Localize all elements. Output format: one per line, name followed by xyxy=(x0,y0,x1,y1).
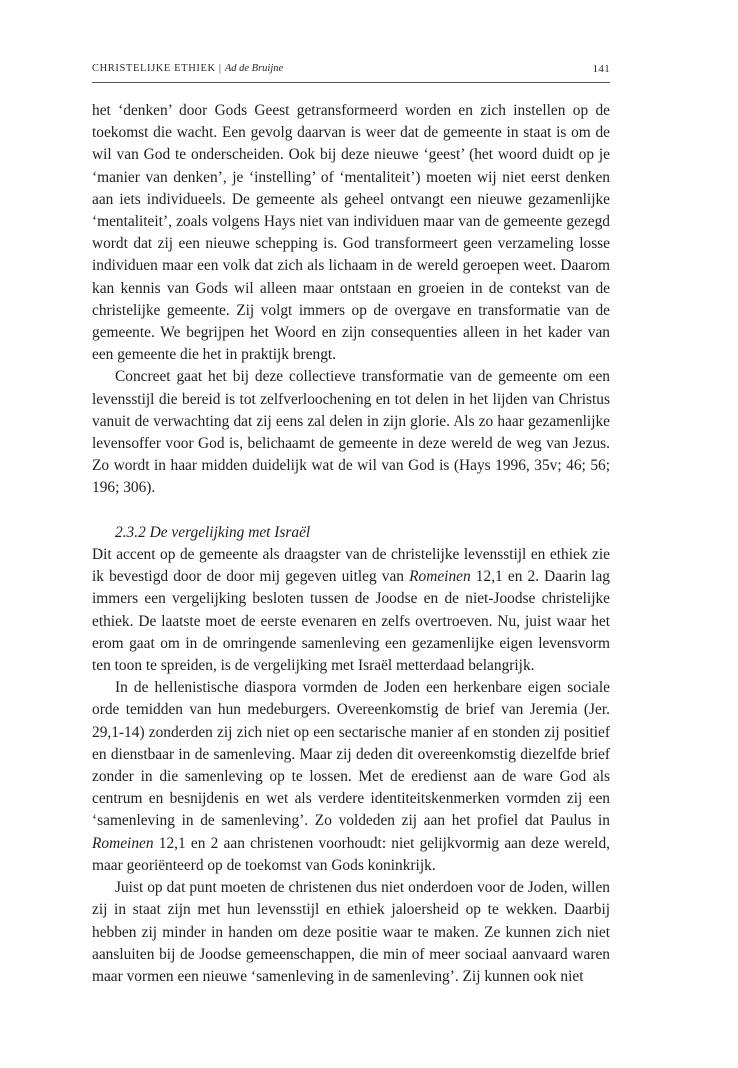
running-author: Ad de Bruijne xyxy=(224,63,284,74)
paragraph-4-text-a: In de hellenistische diaspora vormden de Joden een herkenbare eigen sociale orde temidden van hun medeburgers. Overeenkomstig de brief van Jeremia (Jer. 29,1-14) zonderden zij zich niet op een sectarische manier af en stonden zij positief en dienstbaar in de samenleving. Maar zij deden dit overeenkomstig diezelfde brief zonder in die samenleving op te lossen. Met de eredienst aan de ware God als centrum en besnijdenis en wet als verdere identiteitskenmerken vormden zij een ‘samenleving in de samenleving’. Zo voldeden zij aan het profiel dat Paulus in xyxy=(92,679,610,830)
scripture-reference: Romeinen xyxy=(92,834,154,852)
running-header xyxy=(92,63,610,79)
paragraph-3-text-a: Dit accent op de gemeente als draagster van de christelijke levensstijl en ethiek zie ik bevestigd door de door mij gegeven uitleg van xyxy=(92,546,610,586)
paragraph-3 xyxy=(92,544,610,677)
paragraph-4-text-b: 12,1 en 2 aan christenen voorhoudt: niet gelijkvormig aan deze wereld, maar georiënteerd op de toekomst van Gods koninkrijk. xyxy=(92,834,610,874)
running-title-text: CHRISTELIJKE ETHIEK | xyxy=(92,63,225,74)
page-number: 141 xyxy=(592,63,610,75)
body-text xyxy=(92,100,610,988)
scripture-reference: Romeinen xyxy=(409,568,471,586)
header-rule xyxy=(92,82,610,83)
running-title xyxy=(92,63,283,74)
paragraph-2: Concreet gaat het bij deze collectieve transformatie van de gemeente om een levensstijl die bereid is tot zelfverloochening en tot delen in het lijden van Christus vanuit de verwachting dat zij eens zal delen in zijn glorie. Als zo haar gezamenlijke levensoffer voor God is, belichaamt de gemeente in deze wereld de weg van Jezus. Zo wordt in haar midden duidelijk wat de wil van God is (Hays 1996, 35v; 46; 56; 196; 306). xyxy=(92,368,610,497)
paragraph-1: het ‘denken’ door Gods Geest getransformeerd worden en zich instellen op de toekomst die wacht. Een gevolg daarvan is weer dat de gemeente in staat is om de wil van God te onderscheiden. Ook bij deze nieuwe ‘geest’ (het woord duidt op je ‘manier van denken’, je ‘instelling’ of ‘mentaliteit’) moeten wij niet eerst denken aan iets individueels. De gemeente als geheel ontvangt een nieuwe gezamenlijke ‘mentaliteit’, zoals volgens Hays niet van individuen maar van de gemeente gezegd wordt dat zij een nieuwe schepping is. God transformeert geen verzameling losse individuen maar een volk dat zich als lichaam in de wereld geroepen weet. Daarom kan kennis van Gods wil alleen maar ontstaan en groeien in de contekst van de christelijke gemeente. Zij volgt immers op de overgave en transformatie van de gemeente. We begrijpen het Woord en zijn consequenties alleen in het kader van een gemeente die het in praktijk brengt. xyxy=(92,102,610,364)
paragraph-3-text-b: 12,1 en 2. Daarin lag immers een vergelijking besloten tussen de Joodse en de niet-Joodse christelijke ethiek. De laatste moet de eerste evenaren en zelfs overtroeven. Nu, juist waar het erom gaat om in de omringende samenleving een gezamenlijke eigen levensvorm ten toon te spreiden, is de vergelijking met Israël metterdaad belangrijk. xyxy=(92,568,610,675)
paragraph-4 xyxy=(92,677,610,877)
paragraph-5: Juist op dat punt moeten de christenen dus niet onderdoen voor de Joden, willen zij in staat zijn met hun levensstijl en ethiek jaloersheid op te wekken. Daarbij hebben zij minder in handen om deze positie waar te maken. Ze kunnen zich niet aansluiten bij de Joodse gemeenschappen, die min of meer sociaal aanvaard waren maar vormen een nieuwe ‘samenleving in de samenleving’. Zij kunnen ook niet xyxy=(92,879,610,985)
section-heading: 2.3.2 De vergelijking met Israël xyxy=(115,523,311,541)
